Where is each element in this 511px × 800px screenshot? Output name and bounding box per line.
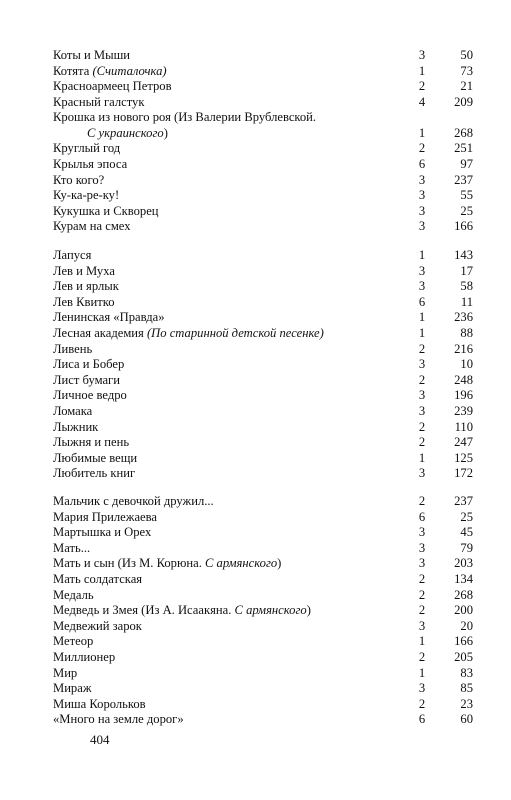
entry-page: 203 bbox=[454, 556, 473, 571]
entry-title bbox=[53, 681, 398, 697]
entry-title bbox=[53, 173, 398, 189]
entry-title-text: Лыжник bbox=[53, 419, 99, 434]
entry-title-text: Миша Корольков bbox=[53, 696, 146, 711]
entry-title bbox=[53, 48, 398, 64]
index-entry bbox=[53, 572, 473, 588]
entry-title-text: Лев и Муха bbox=[53, 263, 115, 278]
entry-volume: 1 bbox=[418, 63, 426, 78]
entry-title-text: Лев и ярлык bbox=[53, 279, 119, 294]
entry-page: 73 bbox=[460, 63, 473, 78]
entry-page: 209 bbox=[454, 94, 473, 109]
entry-volume: 2 bbox=[418, 419, 426, 434]
index-entry bbox=[53, 666, 473, 682]
entry-volume: 6 bbox=[418, 156, 426, 171]
entry-subtitle: С армянского bbox=[234, 603, 307, 618]
entry-close-paren: ) bbox=[163, 125, 168, 140]
entry-title bbox=[53, 110, 398, 141]
page-number: 404 bbox=[90, 732, 110, 747]
index-entry bbox=[53, 204, 473, 220]
entry-page: 239 bbox=[454, 403, 473, 418]
index-entry bbox=[53, 157, 473, 173]
index-entry bbox=[53, 588, 473, 604]
entry-title-text: Крошка из нового роя (Из Валерии Врублевской. bbox=[53, 110, 317, 125]
entry-title bbox=[53, 79, 398, 95]
index-entry bbox=[53, 603, 473, 619]
entry-volume: 3 bbox=[418, 556, 426, 571]
entry-title bbox=[53, 634, 398, 650]
entry-page: 268 bbox=[454, 125, 473, 140]
entry-title bbox=[53, 494, 398, 510]
index-entry bbox=[53, 219, 473, 235]
entry-title-text: Медаль bbox=[53, 587, 94, 602]
entry-close-paren: ) bbox=[277, 556, 282, 571]
index-entry bbox=[53, 556, 473, 572]
entry-title-continuation bbox=[53, 126, 398, 142]
index-entry bbox=[53, 541, 473, 557]
index-entry bbox=[53, 494, 473, 510]
entry-volume: 2 bbox=[418, 587, 426, 602]
index-entry bbox=[53, 435, 473, 451]
entry-title bbox=[53, 525, 398, 541]
entry-page: 134 bbox=[454, 571, 473, 586]
index-entry bbox=[53, 650, 473, 666]
entry-volume: 3 bbox=[418, 263, 426, 278]
entry-subtitle: (Считалочка) bbox=[92, 63, 167, 78]
entry-page: 88 bbox=[460, 325, 473, 340]
entry-title bbox=[53, 219, 398, 235]
entry-volume: 2 bbox=[418, 141, 426, 156]
entry-page: 25 bbox=[460, 203, 473, 218]
entry-page: 23 bbox=[460, 696, 473, 711]
entry-title bbox=[53, 279, 398, 295]
entry-volume: 3 bbox=[418, 466, 426, 481]
entry-page: 247 bbox=[454, 435, 473, 450]
entry-title bbox=[53, 588, 398, 604]
entry-title-text: Ливень bbox=[53, 341, 93, 356]
entry-page: 50 bbox=[460, 48, 473, 62]
entry-volume: 3 bbox=[418, 618, 426, 633]
entry-page: 83 bbox=[460, 665, 473, 680]
entry-volume: 3 bbox=[418, 48, 426, 62]
entry-volume: 2 bbox=[418, 649, 426, 664]
index-entry bbox=[53, 404, 473, 420]
entry-page: 110 bbox=[454, 419, 473, 434]
entry-volume: 3 bbox=[418, 525, 426, 540]
index-entry bbox=[53, 373, 473, 389]
index-entry bbox=[53, 188, 473, 204]
index-entry bbox=[53, 342, 473, 358]
entry-title bbox=[53, 666, 398, 682]
entry-title-text: Лиса и Бобер bbox=[53, 357, 125, 372]
entry-title bbox=[53, 510, 398, 526]
entry-title bbox=[53, 310, 398, 326]
entry-volume: 1 bbox=[418, 325, 426, 340]
entry-title-text: Курам на смех bbox=[53, 219, 131, 234]
entry-volume: 3 bbox=[418, 540, 426, 555]
entry-title-text: Кукушка и Скворец bbox=[53, 203, 159, 218]
entry-volume: 3 bbox=[418, 219, 426, 234]
entry-volume: 1 bbox=[418, 450, 426, 465]
entry-page: 200 bbox=[454, 603, 473, 618]
entry-title bbox=[53, 188, 398, 204]
entry-page: 45 bbox=[460, 525, 473, 540]
entry-title-text: Круглый год bbox=[53, 141, 121, 156]
entry-title-text: Метеор bbox=[53, 634, 94, 649]
entry-title-text: Ломака bbox=[53, 403, 93, 418]
index-section-l bbox=[53, 248, 473, 482]
entry-page: 172 bbox=[454, 466, 473, 481]
index-entry bbox=[53, 173, 473, 189]
entry-title-text: Лев Квитко bbox=[53, 294, 115, 309]
entry-title-text: Мать солдатская bbox=[53, 571, 143, 586]
entry-title-text: Мир bbox=[53, 665, 78, 680]
entry-title-text: Личное ведро bbox=[53, 388, 127, 403]
entry-page: 25 bbox=[460, 509, 473, 524]
entry-title-text: Любимые вещи bbox=[53, 450, 138, 465]
entry-title bbox=[53, 466, 398, 482]
entry-title bbox=[53, 451, 398, 467]
entry-volume: 2 bbox=[418, 435, 426, 450]
entry-page: 60 bbox=[460, 712, 473, 727]
entry-page: 10 bbox=[460, 357, 473, 372]
entry-volume: 2 bbox=[418, 571, 426, 586]
index-entry bbox=[53, 420, 473, 436]
index-entry bbox=[53, 510, 473, 526]
index-entry bbox=[53, 525, 473, 541]
index-entry bbox=[53, 64, 473, 80]
entry-title bbox=[53, 295, 398, 311]
index-entry bbox=[53, 264, 473, 280]
index-entry bbox=[53, 619, 473, 635]
entry-title bbox=[53, 157, 398, 173]
entry-page: 55 bbox=[460, 188, 473, 203]
entry-title-text: Медвежий зарок bbox=[53, 618, 142, 633]
entry-title bbox=[53, 541, 398, 557]
index-entry bbox=[53, 110, 473, 141]
entry-title bbox=[53, 619, 398, 635]
index-entry bbox=[53, 310, 473, 326]
entry-title-text: Красный галстук bbox=[53, 94, 145, 109]
entry-page: 11 bbox=[460, 294, 473, 309]
entry-page: 79 bbox=[460, 540, 473, 555]
entry-volume: 2 bbox=[418, 696, 426, 711]
index-entry bbox=[53, 357, 473, 373]
entry-subtitle: С украинского bbox=[87, 125, 164, 140]
entry-title-text: Лист бумаги bbox=[53, 372, 120, 387]
entry-volume: 1 bbox=[418, 125, 426, 140]
entry-title-text: Миллионер bbox=[53, 649, 116, 664]
entry-page: 143 bbox=[454, 248, 473, 262]
entry-title bbox=[53, 342, 398, 358]
entry-title-text: Мать и сын (Из М. Корюна. bbox=[53, 556, 202, 571]
entry-volume: 1 bbox=[418, 665, 426, 680]
entry-title-text: Крылья эпоса bbox=[53, 156, 128, 171]
entry-title-text: Любитель книг bbox=[53, 466, 136, 481]
entry-page: 268 bbox=[454, 587, 473, 602]
index-entry bbox=[53, 466, 473, 482]
entry-title bbox=[53, 712, 398, 728]
index-entry bbox=[53, 95, 473, 111]
entry-volume: 6 bbox=[418, 294, 426, 309]
entry-volume: 3 bbox=[418, 172, 426, 187]
index-entry bbox=[53, 326, 473, 342]
index-entry bbox=[53, 634, 473, 650]
entry-title bbox=[53, 373, 398, 389]
entry-close-paren: ) bbox=[306, 603, 311, 618]
entry-title-text: Мираж bbox=[53, 681, 92, 696]
index-entry bbox=[53, 48, 473, 64]
entry-page: 85 bbox=[460, 681, 473, 696]
entry-title-text: Мальчик с девочкой дружил... bbox=[53, 494, 214, 508]
entry-title-text: Ленинская «Правда» bbox=[53, 310, 165, 325]
index-entry bbox=[53, 295, 473, 311]
entry-page: 196 bbox=[454, 388, 473, 403]
entry-title bbox=[53, 264, 398, 280]
entry-volume: 2 bbox=[418, 79, 426, 94]
entry-title-text: Котята bbox=[53, 63, 90, 78]
index-section-k bbox=[53, 48, 473, 235]
entry-volume: 1 bbox=[418, 248, 426, 262]
entry-page: 125 bbox=[454, 450, 473, 465]
entry-subtitle: (По старинной детской песенке) bbox=[146, 325, 324, 340]
entry-page: 251 bbox=[454, 141, 473, 156]
entry-title bbox=[53, 326, 398, 342]
entry-title bbox=[53, 248, 398, 264]
entry-title-text: Ку-ка-ре-ку! bbox=[53, 188, 120, 203]
entry-title-text: Кто кого? bbox=[53, 172, 105, 187]
index-section-m bbox=[53, 494, 473, 728]
index-entry bbox=[53, 79, 473, 95]
entry-title-text: «Много на земле дорог» bbox=[53, 712, 184, 727]
entry-page: 166 bbox=[454, 634, 473, 649]
index-entry bbox=[53, 388, 473, 404]
entry-title bbox=[53, 141, 398, 157]
entry-title bbox=[53, 95, 398, 111]
entry-page: 21 bbox=[460, 79, 473, 94]
entry-volume: 3 bbox=[418, 388, 426, 403]
entry-volume: 2 bbox=[418, 372, 426, 387]
entry-title bbox=[53, 64, 398, 80]
entry-title-text: Лесная академия bbox=[53, 325, 144, 340]
entry-title bbox=[53, 650, 398, 666]
entry-title-text: Коты и Мыши bbox=[53, 48, 131, 62]
index-entry bbox=[53, 141, 473, 157]
index-entry bbox=[53, 248, 473, 264]
entry-title-text: Лыжня и пень bbox=[53, 435, 130, 450]
index-entry bbox=[53, 451, 473, 467]
index-entry bbox=[53, 712, 473, 728]
entry-title-text: Мария Прилежаева bbox=[53, 509, 158, 524]
entry-title bbox=[53, 388, 398, 404]
entry-volume: 6 bbox=[418, 712, 426, 727]
entry-subtitle: С армянского bbox=[205, 556, 278, 571]
entry-volume: 3 bbox=[418, 188, 426, 203]
entry-title bbox=[53, 204, 398, 220]
entry-volume: 2 bbox=[418, 603, 426, 618]
entry-page: 236 bbox=[454, 310, 473, 325]
entry-page: 97 bbox=[460, 156, 473, 171]
entry-volume: 3 bbox=[418, 681, 426, 696]
entry-title-text: Мартышка и Орех bbox=[53, 525, 152, 540]
entry-volume: 3 bbox=[418, 357, 426, 372]
entry-title bbox=[53, 420, 398, 436]
index-entry bbox=[53, 697, 473, 713]
index-entry bbox=[53, 681, 473, 697]
index-entry bbox=[53, 279, 473, 295]
entry-title bbox=[53, 435, 398, 451]
entry-title bbox=[53, 697, 398, 713]
entry-title-text: Красноармеец Петров bbox=[53, 79, 172, 94]
entry-volume: 2 bbox=[418, 494, 426, 508]
entry-page: 237 bbox=[454, 494, 473, 508]
entry-title bbox=[53, 603, 398, 619]
entry-volume: 3 bbox=[418, 403, 426, 418]
entry-volume: 6 bbox=[418, 509, 426, 524]
entry-title-text: Медведь и Змея (Из А. Исаакяна. bbox=[53, 603, 232, 618]
entry-volume: 2 bbox=[418, 341, 426, 356]
entry-volume: 4 bbox=[418, 94, 426, 109]
entry-title bbox=[53, 357, 398, 373]
entry-page: 58 bbox=[460, 279, 473, 294]
entry-page: 237 bbox=[454, 172, 473, 187]
entry-title bbox=[53, 556, 398, 572]
entry-page: 248 bbox=[454, 372, 473, 387]
entry-page: 166 bbox=[454, 219, 473, 234]
entry-page: 20 bbox=[460, 618, 473, 633]
entry-volume: 1 bbox=[418, 310, 426, 325]
entry-volume: 3 bbox=[418, 203, 426, 218]
entry-page: 17 bbox=[460, 263, 473, 278]
entry-page: 216 bbox=[454, 341, 473, 356]
entry-volume: 1 bbox=[418, 634, 426, 649]
entry-title bbox=[53, 404, 398, 420]
entry-title bbox=[53, 572, 398, 588]
entry-title-text: Лапуся bbox=[53, 248, 92, 262]
entry-volume: 3 bbox=[418, 279, 426, 294]
entry-page: 205 bbox=[454, 649, 473, 664]
entry-title-text: Мать... bbox=[53, 540, 91, 555]
